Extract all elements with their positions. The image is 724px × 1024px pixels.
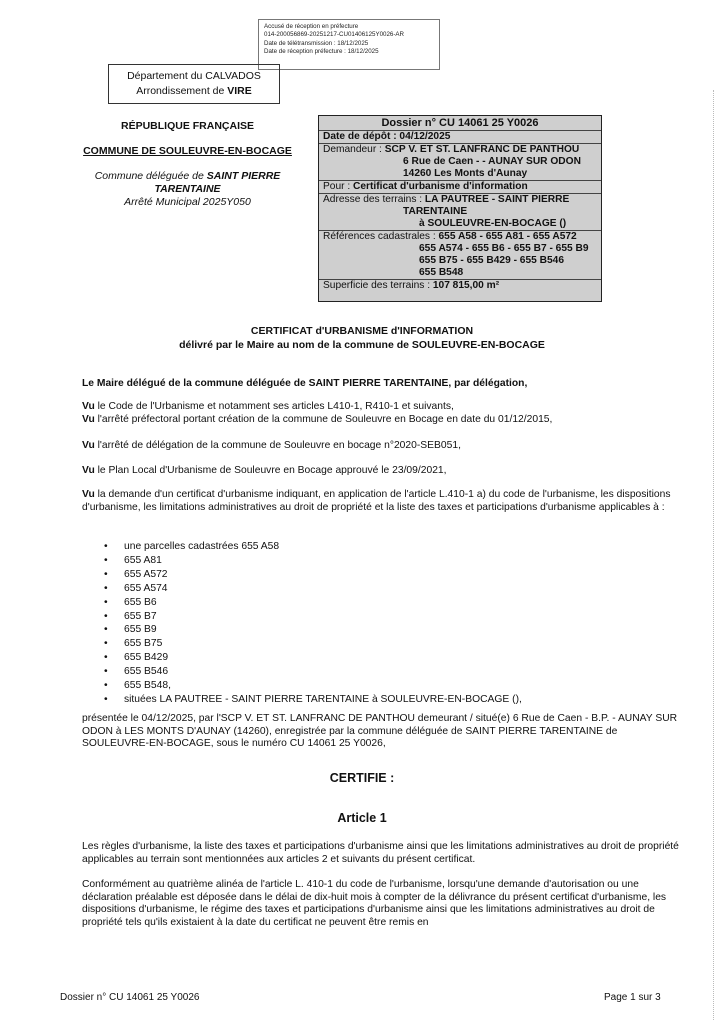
reception-stamp xyxy=(258,19,440,70)
delegated-label: Commune déléguée de xyxy=(94,170,207,182)
vu-code xyxy=(82,401,682,426)
list-item: • 655 B7 xyxy=(104,610,522,624)
references-line-4: 655 B548 xyxy=(419,267,464,278)
commune-heading: COMMUNE DE SOULEUVRE-EN-BOCAGE xyxy=(83,145,292,157)
pour-row xyxy=(319,181,601,194)
article-1-heading: Article 1 xyxy=(337,811,387,825)
list-item: • 655 A572 xyxy=(104,568,522,582)
list-item: • 655 B9 xyxy=(104,623,522,637)
adresse-label: Adresse des terrains : xyxy=(323,194,425,205)
demandeur-address-1: 6 Rue de Caen - - AUNAY SUR ODON xyxy=(403,156,581,167)
article-1-paragraph-2: Conformément au quatrième alinéa de l'article L. 410-1 du code de l'urbanisme, lorsqu'une demande d'autorisation ou une déclaration préalable est déposée dans le délai de dix-huit mois à compter de la délivrance du présent certificat d'urbanisme, les dispositions d'urbanisme, le régime des taxes et participations d'urbanisme ainsi que les limitations administratives au droit de propriété tels qu'ils existaient à la date du certificat ne peuvent être remis en xyxy=(82,879,667,928)
scan-edge-marks xyxy=(713,90,718,1020)
vu-arrete-prefectoral: l'arrêté préfectoral portant création de la commune de Souleuvre en Bocage en date du 01/12/2015, xyxy=(94,413,553,425)
vu-word: Vu xyxy=(82,401,95,412)
delegated-commune xyxy=(60,170,315,209)
footer-dossier-number: Dossier n° CU 14061 25 Y0026 xyxy=(60,992,200,1003)
presentee-paragraph: présentée le 04/12/2025, par l'SCP V. ET ST. LANFRANC DE PANTHOU demeurant / situé(e) 6 Rue de Caen - B.P. - AUNAY SUR ODON à LES MONTS D'AUNAY (14260), enregistrée par la commune déléguée de SAINT PIERRE TARENTAINE de SOULEUVRE-EN-BOCAGE, sous le numéro CU 14061 25 Y0026, xyxy=(82,713,678,750)
arrete-number: Arrêté Municipal 2025Y050 xyxy=(124,196,251,208)
delegated-name-1: SAINT PIERRE xyxy=(206,170,281,182)
vu-code-text: le Code de l'Urbanisme et notamment ses articles L410-1, R410-1 et suivants, xyxy=(94,401,454,412)
republic-heading: RÉPUBLIQUE FRANÇAISE xyxy=(120,120,254,132)
adresse-line-3: à SOULEUVRE-EN-BOCAGE () xyxy=(419,218,567,229)
references-label: Références cadastrales : xyxy=(323,231,439,242)
demandeur-name: SCP V. ET ST. LANFRANC DE PANTHOU xyxy=(384,144,580,155)
certificate-title-line-2: délivré par le Maire au nom de la commune de SOULEUVRE-EN-BOCAGE xyxy=(179,339,545,351)
arrondissement-value: VIRE xyxy=(227,85,252,97)
vu-demande-text: la demande d'un certificat d'urbanisme indiquant, en application de l'article L.410-1 a) du code de l'urbanisme, les dispositions d'urbanisme, les limitations administratives au droit de propriété et la liste des taxes et participations d'urbanisme applicables à : xyxy=(82,489,671,513)
references-line-2: 655 A574 - 655 B6 - 655 B7 - 655 B9 xyxy=(419,243,589,254)
vu-delegation-text: l'arrêté de délégation de la commune de Souleuvre en bocage n°2020-SEB051, xyxy=(94,440,461,451)
intro-paragraph: Le Maire délégué de la commune déléguée de SAINT PIERRE TARENTAINE, par délégation, xyxy=(82,378,528,389)
parcel-list xyxy=(104,540,522,707)
article-1-paragraph-1: Les règles d'urbanisme, la liste des taxes et participations d'urbanisme ainsi que les limitations administratives au droit de propriété applicables au terrain sont mentionnées aux articles 2 et suivants du présent certificat. xyxy=(82,841,679,865)
certificate-title-line-1: CERTIFICAT d'URBANISME d'INFORMATION xyxy=(250,325,474,337)
list-item: • 655 A574 xyxy=(104,582,522,596)
list-item: • 655 B546 xyxy=(104,665,522,679)
references-row xyxy=(319,231,601,280)
vu-word: Vu xyxy=(82,489,95,500)
list-item: • situées LA PAUTREE - SAINT PIERRE TARENTAINE à SOULEUVRE-EN-BOCAGE (), xyxy=(104,693,522,707)
list-item: • 655 A81 xyxy=(104,554,522,568)
demandeur-address-2: 14260 Les Monts d'Aunay xyxy=(403,168,528,179)
demandeur-label: Demandeur : xyxy=(323,144,385,155)
list-item: • 655 B429 xyxy=(104,651,522,665)
arrondissement xyxy=(109,84,279,99)
superficie-row xyxy=(319,280,601,292)
references-line-1: 655 A58 - 655 A81 - 655 A572 xyxy=(438,231,577,242)
list-item: • 655 B548, xyxy=(104,679,522,693)
vu-word: Vu xyxy=(82,413,95,425)
pour-value: Certificat d'urbanisme d'information xyxy=(353,181,528,192)
references-line-3: 655 B75 - 655 B429 - 655 B546 xyxy=(419,255,564,266)
date-depot: Date de dépôt : 04/12/2025 xyxy=(323,131,451,142)
stamp-line: Date de réception préfecture : 18/12/2025 xyxy=(264,47,379,55)
list-item: • 655 B75 xyxy=(104,637,522,651)
vu-demande xyxy=(82,489,682,514)
department-name: Département du CALVADOS xyxy=(127,70,261,82)
superficie-value: 107 815,00 m² xyxy=(432,280,500,291)
list-item: • 655 B6 xyxy=(104,596,522,610)
certifie-heading: CERTIFIE : xyxy=(329,771,395,785)
vu-word: Vu xyxy=(82,465,95,476)
vu-plu-text: le Plan Local d'Urbanisme de Souleuvre en Bocage approuvé le 23/09/2021, xyxy=(94,465,447,476)
vu-delegation xyxy=(82,440,682,453)
stamp-line: Date de télétransmission : 18/12/2025 xyxy=(264,39,369,47)
arrondissement-label: Arrondissement de xyxy=(136,85,228,97)
footer-page-number: Page 1 sur 3 xyxy=(604,992,661,1003)
dossier-info-box xyxy=(318,115,602,302)
list-item: • une parcelles cadastrées 655 A58 xyxy=(104,540,522,554)
adresse-row xyxy=(319,194,601,231)
stamp-line: 014-200056869-20251217-CU01406125Y0026-AR xyxy=(264,31,405,39)
date-depot-row xyxy=(319,131,601,144)
stamp-line: Accusé de réception en préfecture xyxy=(264,23,359,30)
vu-word: Vu xyxy=(82,440,95,451)
demandeur-row xyxy=(319,144,601,181)
certificate-title xyxy=(60,324,664,352)
delegated-name-2: TARENTAINE xyxy=(154,183,221,195)
vu-plu xyxy=(82,465,682,478)
pour-label: Pour : xyxy=(323,181,354,192)
adresse-line-1: LA PAUTREE - SAINT PIERRE xyxy=(424,194,570,205)
dossier-number: Dossier n° CU 14061 25 Y0026 xyxy=(319,116,601,131)
department-box xyxy=(108,64,280,104)
superficie-label: Superficie des terrains : xyxy=(323,280,433,291)
adresse-line-2: TARENTAINE xyxy=(403,206,468,217)
